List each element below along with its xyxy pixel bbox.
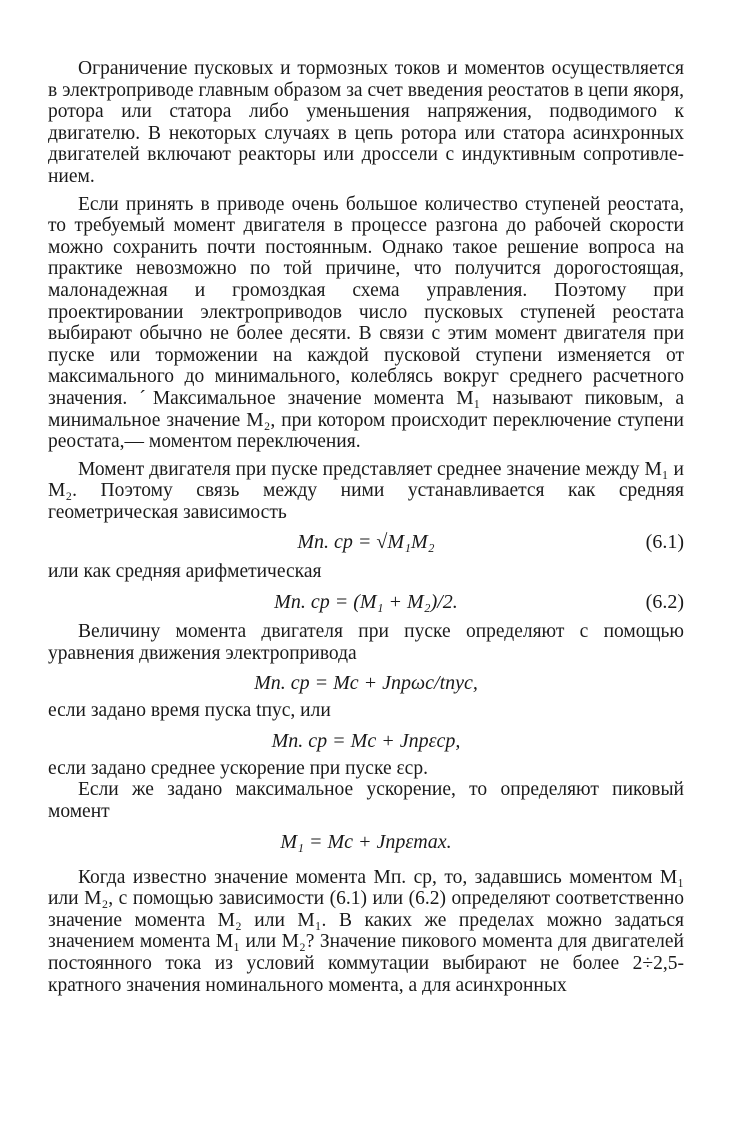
formula-expression: Mп. ср = Mс + Jпрωс/tпус, bbox=[254, 672, 478, 695]
formula-expression: Mп. ср = (M₁ + M₂)/2. bbox=[274, 591, 458, 614]
formula-expression: M₁ = Mс + Jпрεmax. bbox=[280, 830, 452, 853]
paragraph-current-limiting: Ограничение пусковых и тормозных токов и моментов осуществляется в электроприводе главным образом за счет введения реостатов в цепи якоря, ротора или статора либо уменьшения напряжения, подводимого к двигателю. В некоторых случаях в цепь ротора или статора асинхронных двигателей включают реакторы или дроссели с индуктивным сопротивлением. bbox=[48, 58, 684, 187]
formula-expression: Mп. ср = Mс + Jпрεср, bbox=[271, 729, 461, 752]
formula-peak-moment bbox=[48, 823, 684, 861]
paragraph-mean-acceleration: если задано среднее ускорение при пуске εср. bbox=[48, 757, 428, 779]
formula-6-1 bbox=[48, 523, 684, 561]
paragraph-mean-moment: Момент двигателя при пуске представляет среднее значение между M₁ и M₂. Поэтому связь между ними устанавливается как средняя геометрическая зависимость bbox=[48, 458, 684, 523]
formula-number: (6.1) bbox=[645, 531, 684, 554]
paragraph-motion-equation: Величину момента двигателя при пуске определяют с помощью уравнения движения электропривода bbox=[48, 621, 684, 664]
paragraph-max-acceleration: Если же задано максимальное ускорение, то определяют пиковый момент bbox=[48, 779, 684, 823]
formula-number: (6.2) bbox=[645, 591, 684, 614]
formula-mean-acceleration bbox=[48, 722, 684, 758]
paragraph-peak-limits: Когда известно значение момента Mп. ср, то, задавшись моментом M₁ или M₂, с помощью зависимости (6.1) или (6.2) определяют соответственно значение момента M₂ или M₁. В каких же пределах можно задаться значением момента M₁ или M₂? Значение пикового момента для двигателей постоянного тока из условий коммутации выбирают не более 2÷2,5-кратного значения номинального момента, а для асинхронных bbox=[48, 866, 684, 996]
paragraph-arithmetic: или как средняя арифметическая bbox=[48, 561, 322, 583]
paragraph-start-time: если задано время пуска tпус, или bbox=[48, 700, 331, 722]
formula-6-2 bbox=[48, 583, 684, 621]
formula-start-time bbox=[48, 664, 684, 700]
formula-expression: Mп. ср = √M₁M₂ bbox=[297, 531, 435, 554]
paragraph-rheostat-steps: Если принять в приводе очень большое количество ступеней реостата, то требуемый момент двигателя в процессе разгона до рабочей скорости можно сохранить почти постоянным. Однако такое решение вопроса на практике невозможно по той причине, что получится дорогостоящая, малонадежная и громоздкая схема управления. Поэтому при проектировании электроприводов число пусковых ступеней реостата выбирают обычно не более десяти. В связи с этим момент двигателя при пуске или торможении на каждой пусковой ступени изменяется от максимального до минимального, колеблясь вокруг среднего расчетного значения. ˊМаксимальное значение момента M₁ называют пиковым, а минимальное значение M₂, при котором происходит переключение ступени реостата,— моментом переключения. bbox=[48, 193, 684, 453]
